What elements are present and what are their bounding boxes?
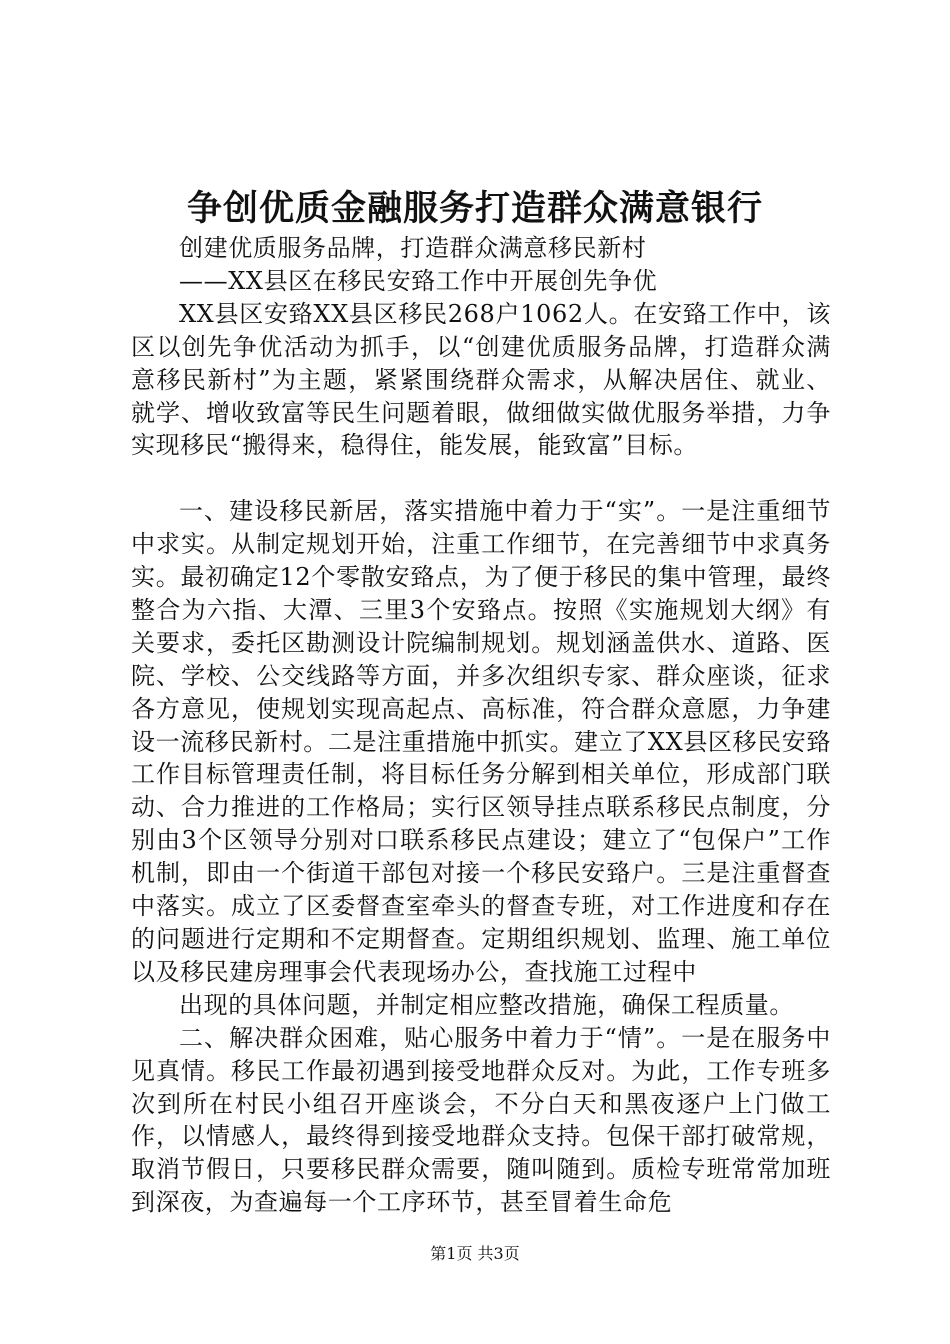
page-number-footer: 第1页 共3页	[430, 1244, 520, 1263]
body-paragraph: 出现的具体问题，并制定相应整改措施，确保工程质量。	[179, 990, 794, 1019]
subtitle-line: ——XX县区在移民安臵工作中开展创先争优	[179, 266, 658, 295]
document-body	[131, 232, 831, 1219]
body-paragraph: XX县区安臵XX县区移民268户1062人。在安臵工作中，该区以创先争优活动为抓手，以“创建优质服务品牌，打造群众满意移民新村”为主题，紧紧围绕群众需求，从解决居住、就业、就学、增收致富等民生问题着眼，做细做实做优服务举措，力争实现移民“搬得来，稳得住，能发展，能致富”目标。	[131, 299, 831, 460]
subtitle-line: 创建优质服务品牌，打造群众满意移民新村	[179, 234, 647, 262]
paragraph-gap	[131, 462, 831, 495]
body-paragraph: 一、建设移民新居，落实措施中着力于“实”。一是注重细节中求实。从制定规划开始，注重工作细节，在完善细节中求真务实。最初确定12个零散安臵点，为了便于移民的集中管理，最终整合为六指、大潭、三里3个安臵点。按照《实施规划大纲》有关要求，委托区勘测设计院编制规划。规划涵盖供水、道路、医院、学校、公交线路等方面，并多次组织专家、群众座谈，征求各方意见，使规划实现高起点、高标准，符合群众意愿，力争建设一流移民新村。二是注重措施中抓实。建立了XX县区移民安臵工作目标管理责任制，将目标任务分解到相关单位，形成部门联动、合力推进的工作格局；实行区领导挂点联系移民点制度，分别由3个区领导分别对口联系移民点建设；建立了“包保户”工作机制，即由一个街道干部包对接一个移民安臵户。三是注重督查中落实。成立了区委督查室牵头的督查专班，对工作进度和存在的问题进行定期和不定期督查。定期组织规划、监理、施工单位以及移民建房理事会代表现场办公，查找施工过程中	[131, 497, 831, 986]
document-title: 争创优质金融服务打造群众满意银行	[186, 188, 763, 229]
body-paragraph: 二、解决群众困难，贴心服务中着力于“情”。一是在服务中见真情。移民工作最初遇到接受地群众反对。为此，工作专班多次到所在村民小组召开座谈会，不分白天和黑夜逐户上门做工作，以情感人，最终得到接受地群众支持。包保干部打破常规，取消节假日，只要移民群众需要，随叫随到。质检专班常常加班到深夜，为查遍每一个工序环节，甚至冒着生命危	[131, 1023, 831, 1217]
